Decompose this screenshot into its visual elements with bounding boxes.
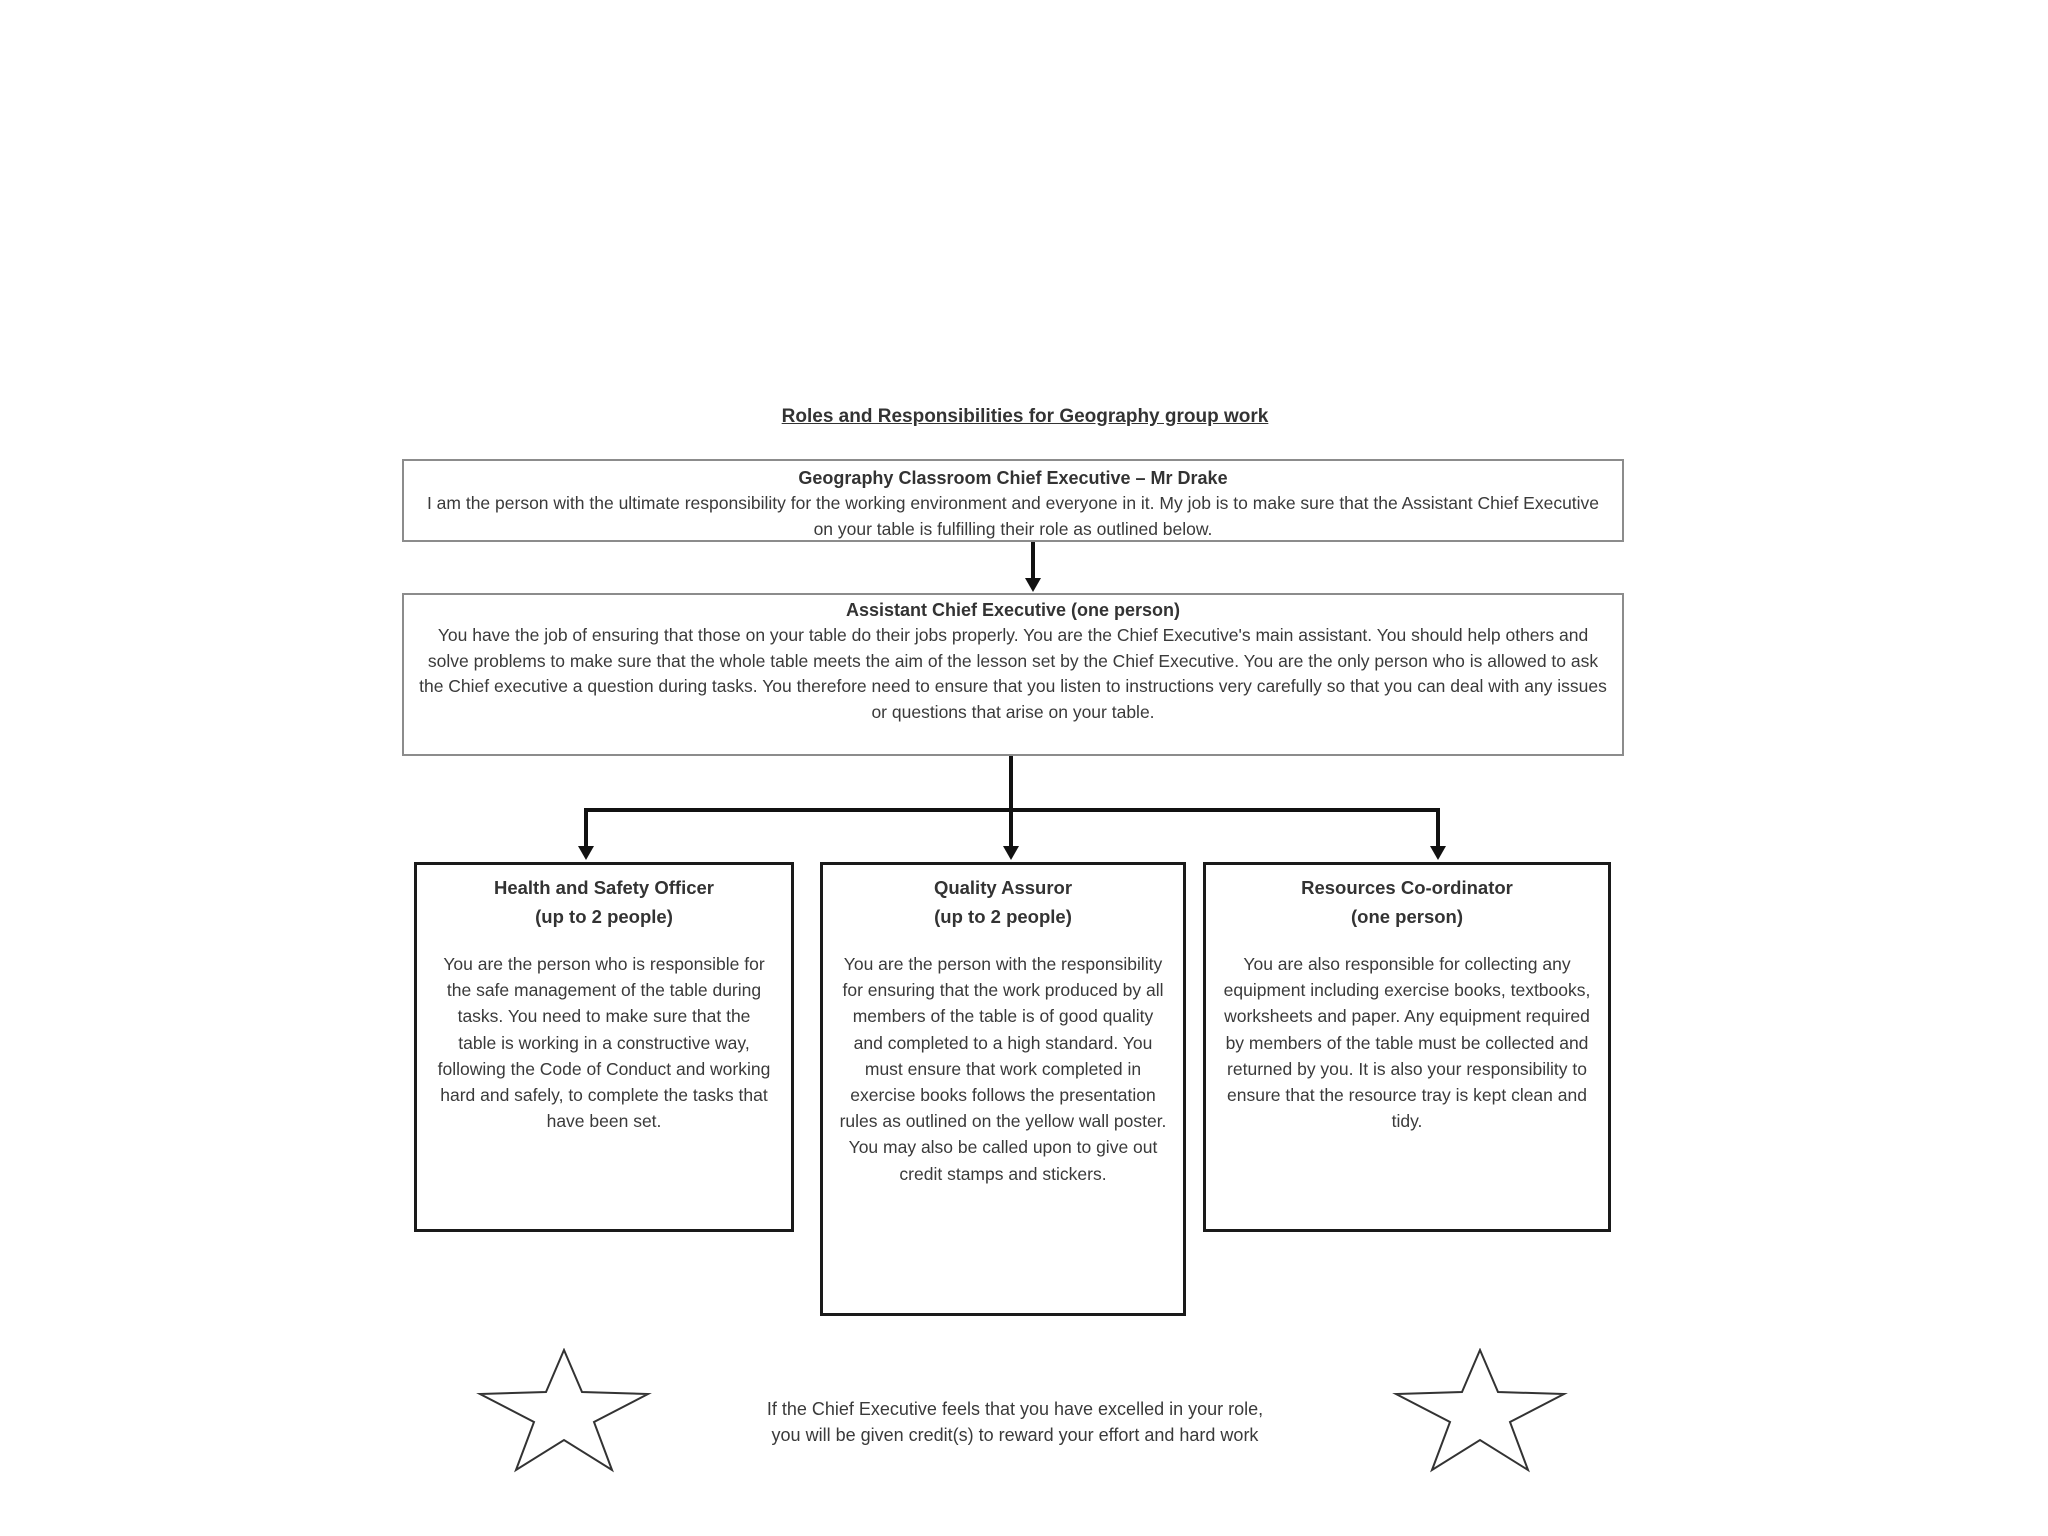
health-safety-officer-count: (up to 2 people) — [535, 906, 673, 927]
arrow-ace-to-roles — [578, 756, 1446, 860]
resources-coordinator-title: Resources Co-ordinator — [1301, 877, 1513, 898]
star-icon — [1392, 1348, 1568, 1474]
assistant-chief-executive-box — [402, 593, 1624, 756]
health-safety-officer-box — [414, 862, 794, 1232]
quality-assuror-count: (up to 2 people) — [934, 906, 1072, 927]
credit-reward-line-1: If the Chief Executive feels that you have excelled in your role, — [766, 1399, 1264, 1419]
credit-reward-line-2: you will be given credit(s) to reward your effort and hard work — [771, 1425, 1259, 1445]
resources-coordinator-count: (one person) — [1350, 906, 1464, 927]
resources-coordinator-box — [1203, 862, 1611, 1232]
quality-assuror-box — [820, 862, 1186, 1316]
assistant-chief-executive-title: Assistant Chief Executive (one person) — [845, 600, 1181, 620]
chief-executive-box — [402, 459, 1624, 542]
chief-executive-text: I am the person with the ultimate responsibility for the working environment and everyone in it. My job is to make sure that the Assistant Chief Executive on your table is fulfilling their role as outlined below. — [426, 493, 1600, 539]
health-safety-officer-title: Health and Safety Officer — [493, 877, 714, 898]
document-title: Roles and Responsibilities for Geography group work — [781, 406, 1269, 427]
health-safety-officer-text: You are the person who is responsible for the safe management of the table during tasks. You need to make sure that the table is working in a constructive way, following the Code of Conduct and working hard and safely, to complete the tasks that have been set. — [437, 954, 771, 1132]
chief-executive-title: Geography Classroom Chief Executive – Mr Drake — [798, 468, 1228, 488]
star-icon — [476, 1348, 652, 1474]
assistant-chief-executive-text: You have the job of ensuring that those on your table do their jobs properly. You are the Chief Executive's main assistant. You should help others and solve problems to make sure that the whole table meets the aim of the lesson set by the Chief Executive. You are the only person who is allowed to ask the Chief executive a question during tasks. You therefore need to ensure that you listen to instructions very carefully so that you can deal with any issues or questions that arise on your table. — [419, 625, 1607, 722]
arrow-ceo-to-ace — [1025, 542, 1041, 592]
resources-coordinator-text: You are also responsible for collecting any equipment including exercise books, textbooks, worksheets and paper. Any equipment required by members of the table must be collected and returned by you. It is also your responsibility to ensure that the resource tray is kept clean and tidy. — [1223, 954, 1591, 1132]
quality-assuror-title: Quality Assuror — [933, 877, 1073, 898]
quality-assuror-text: You are the person with the responsibility for ensuring that the work produced by all members of the table is of good quality and completed to a high standard. You must ensure that work completed in exercise books follows the presentation rules as outlined on the yellow wall poster. You may also be called upon to give out credit stamps and stickers. — [839, 954, 1167, 1184]
credit-reward-note — [640, 1396, 1390, 1448]
